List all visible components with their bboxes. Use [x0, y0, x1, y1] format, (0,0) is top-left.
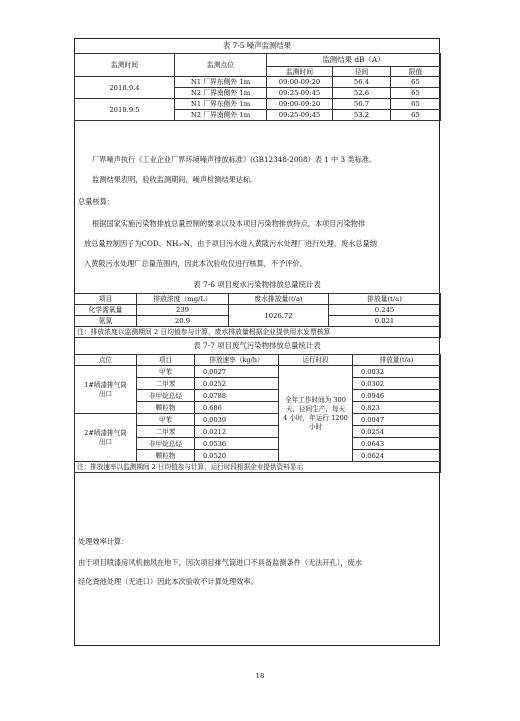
noise-value: 52.6	[333, 88, 391, 99]
gas-item: 甲苯	[137, 366, 195, 378]
gas-item: 二甲苯	[137, 378, 195, 390]
noise-conclusion-text: 监测结果表明，验收监测期间，噪声检测结果达标。	[92, 175, 258, 184]
gas-item: 二甲苯	[137, 426, 195, 438]
wastewater-table	[74, 293, 441, 338]
gas-head-item: 项目	[137, 355, 195, 366]
gas-item: 颗粒物	[137, 450, 195, 462]
total-paragraph-line-2: 放总量控制因子为COD、NH₃-N，由于项目污水进入黄陂污水处理厂进行处理，废水总量纳	[84, 239, 377, 248]
outlet-2: 2#喷漆排气筒出口	[75, 414, 137, 462]
ww-head-amount: 排放量(t/a)	[329, 294, 441, 305]
noise-time: 09:25-09:45	[267, 110, 333, 121]
gas-amount: 0.0047	[353, 414, 441, 426]
gas-head-period: 运行时段	[279, 355, 353, 366]
table-row	[75, 77, 441, 88]
ww-conc: 20.9	[137, 316, 229, 327]
gas-amount: 0.0643	[353, 438, 441, 450]
ww-item: 化学需氧量	[75, 305, 137, 316]
noise-point: N1 厂界东侧外 1m	[175, 99, 267, 110]
wastewater-note: 注：排放浓度以监测期间 2 日均值参与计算，废水排放量根据企业提供用水发票核算	[75, 327, 441, 338]
gas-rate: 0.0212	[195, 426, 279, 438]
gas-amount: 0.0032	[353, 366, 441, 378]
table-7-5-caption: 表 7-5 噪声监测结果	[222, 41, 292, 50]
ww-flow: 1026.72	[229, 305, 329, 327]
gas-head-amount: 排放量(t/a)	[353, 355, 441, 366]
ww-amount: 0.021	[329, 316, 441, 327]
noise-time: 09:00-09:20	[267, 99, 333, 110]
noise-standard-text: 厂界噪声执行《工业企业厂界环境噪声排放标准》(GB12348-2008）表 1 中 3 类标准。	[92, 155, 377, 164]
gas-item: 颗粒物	[137, 402, 195, 414]
noise-value: 56.7	[333, 99, 391, 110]
noise-time: 09:00-09:20	[267, 77, 333, 88]
ww-head-flow: 废水排放量(t/a)	[229, 294, 329, 305]
gas-rate: 0.0788	[195, 390, 279, 402]
ww-head-conc: 排放浓度（mg/L）	[137, 294, 229, 305]
gas-amount: 0.0946	[353, 390, 441, 402]
ww-item: 氨氮	[75, 316, 137, 327]
noise-sub-limit: 限值	[391, 67, 441, 77]
gas-item: 甲苯	[137, 414, 195, 426]
gas-head-point: 点位	[75, 355, 137, 366]
total-paragraph-line-3: 入黄陂污水处理厂总量范围内，因此本次验收仅进行核算，不予评价。	[84, 259, 307, 268]
ww-head-item: 项目	[75, 294, 137, 305]
noise-time: 09:25-09:45	[267, 88, 333, 99]
total-paragraph-line-1: 根据国家实施污染物排放总量控制的要求以及本项目污染物排放特点，本项目污染物排	[92, 219, 366, 228]
noise-limit: 65	[391, 110, 441, 121]
gas-amount: 0.0302	[353, 378, 441, 390]
gas-amount: 0.823	[353, 402, 441, 414]
gas-rate: 0.0520	[195, 450, 279, 462]
noise-sub-time: 监测时间	[267, 67, 333, 77]
noise-table	[74, 53, 441, 121]
gas-rate: 0.0252	[195, 378, 279, 390]
gas-head-rate: 排放速率（kg/h）	[195, 355, 279, 366]
noise-head-time: 监测时间	[75, 54, 175, 77]
noise-point: N2 厂界南侧外 1m	[175, 88, 267, 99]
efficiency-line-2: 经化粪池处理（无进口）因此本次验收不计算处理效率。	[78, 577, 258, 586]
table-row	[75, 366, 441, 378]
noise-head-point: 监测点位	[175, 54, 267, 77]
gas-item: 非甲烷总烃	[137, 390, 195, 402]
exhaust-table	[74, 354, 441, 473]
table-row	[75, 414, 441, 426]
noise-sub-value: 径间	[333, 67, 391, 77]
noise-point: N2 厂界南侧外 1m	[175, 110, 267, 121]
table-row	[75, 305, 441, 316]
exhaust-note: 注：排放速率以监测期间 2 日均值参与计算，运行时段根据企业提供资料显示	[75, 462, 441, 473]
operating-period: 全年工作时间为 300 天，径间生产，每天 4 小时，年运行 1200 小时	[279, 366, 353, 462]
noise-date: 2018.9.4	[75, 77, 175, 99]
gas-amount: 0.0254	[353, 426, 441, 438]
efficiency-title: 处理效率计算：	[78, 537, 129, 546]
noise-limit: 65	[391, 77, 441, 88]
gas-rate: 0.0536	[195, 438, 279, 450]
gas-rate: 0.0027	[195, 366, 279, 378]
total-title: 总量核算：	[78, 197, 114, 206]
table-7-7-caption: 表 7-7 项目废气污染物排放总量统计表	[193, 341, 321, 350]
gas-rate: 0.686	[195, 402, 279, 414]
noise-value: 56.4	[333, 77, 391, 88]
noise-limit: 65	[391, 88, 441, 99]
noise-point: N1 厂界东侧外 1m	[175, 77, 267, 88]
gas-amount: 0.0624	[353, 450, 441, 462]
page-number: 18	[255, 672, 265, 680]
noise-value: 53.2	[333, 110, 391, 121]
table-row	[75, 99, 441, 110]
noise-date: 2018.9.5	[75, 99, 175, 121]
ww-amount: 0.245	[329, 305, 441, 316]
ww-conc: 239	[137, 305, 229, 316]
outlet-1: 1#喷漆排气筒出口	[75, 366, 137, 414]
noise-limit: 65	[391, 99, 441, 110]
efficiency-line-1: 由于项目喷漆房风机抽风在地下，因次项目排气筒进口不具备监测条件（无法开孔），废水	[78, 558, 362, 567]
noise-head-result: 监测结果 dB（A）	[267, 54, 441, 67]
gas-item: 非甲烷总烃	[137, 438, 195, 450]
table-7-6-caption: 表 7-6 项目废水污染物排放总量统计表	[193, 280, 321, 289]
gas-rate: 0.0039	[195, 414, 279, 426]
